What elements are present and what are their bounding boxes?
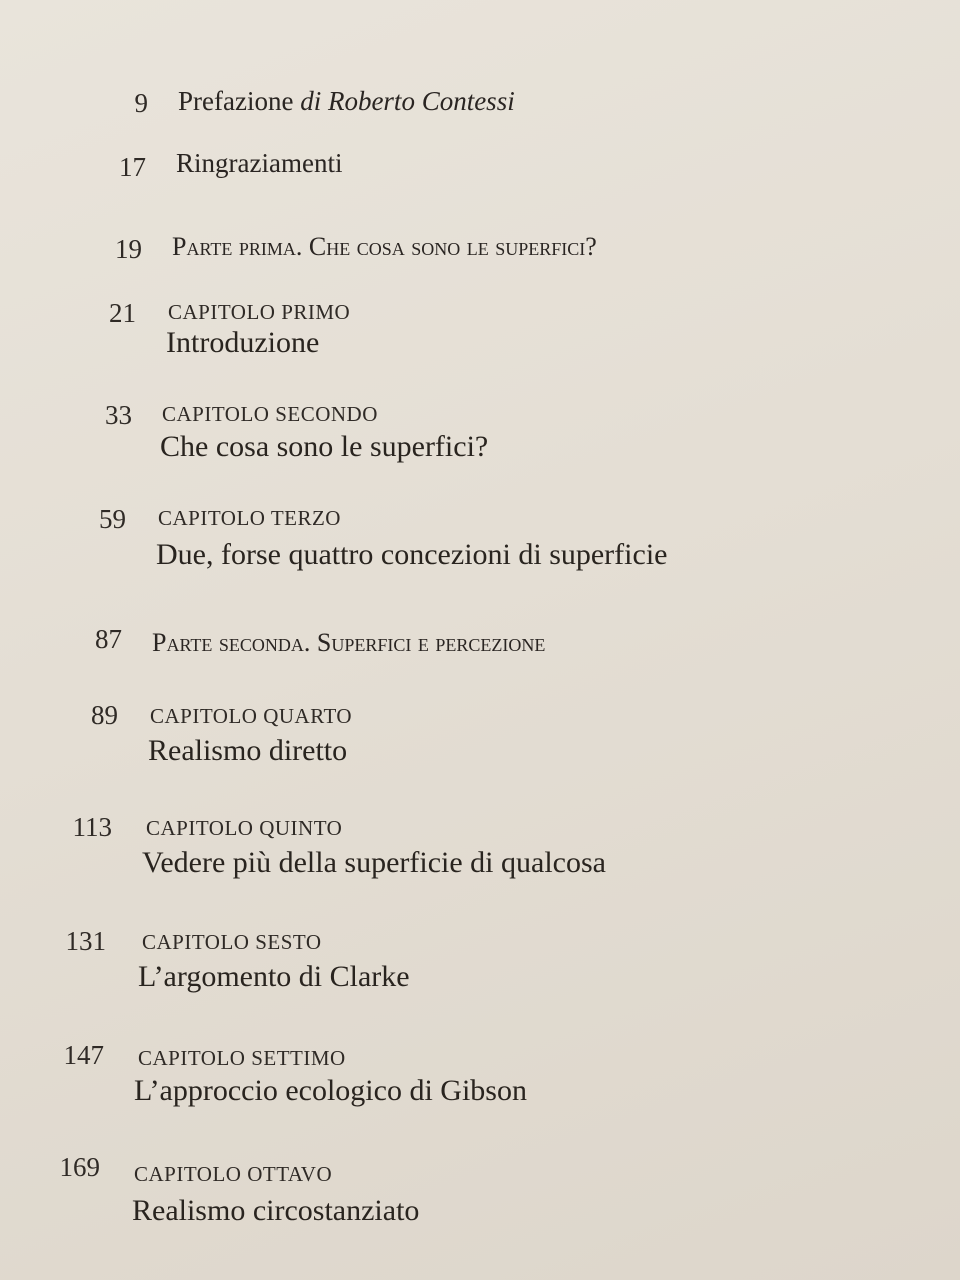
page-number: 131 xyxy=(65,926,106,956)
chapter-label: CAPITOLO SETTIMO xyxy=(138,1046,346,1070)
chapter-title: Realismo circostanziato xyxy=(132,1194,420,1227)
entry-title xyxy=(178,86,515,117)
chapter-label: CAPITOLO SECONDO xyxy=(162,402,378,426)
page-number: 9 xyxy=(134,88,148,118)
chapter-title: Vedere più della superficie di qualcosa xyxy=(142,846,606,879)
chapter-title: L’argomento di Clarke xyxy=(138,960,410,993)
chapter-title: Due, forse quattro concezioni di superficie xyxy=(156,538,668,571)
chapter-title: Introduzione xyxy=(166,326,320,359)
chapter-label: CAPITOLO QUINTO xyxy=(146,816,343,840)
page-number: 147 xyxy=(63,1040,104,1070)
chapter-label: CAPITOLO QUARTO xyxy=(150,704,353,728)
chapter-label: CAPITOLO TERZO xyxy=(158,506,341,530)
entry-title: Ringraziamenti xyxy=(176,148,343,178)
chapter-title: Realismo diretto xyxy=(148,734,348,767)
entry-text: Prefazione xyxy=(178,86,294,116)
entry-connector: di xyxy=(300,86,322,116)
page-number: 89 xyxy=(91,700,118,730)
part-title: Parte seconda. Superfici e percezione xyxy=(152,628,546,657)
chapter-title: Che cosa sono le superfici? xyxy=(160,430,489,463)
page-number: 169 xyxy=(59,1152,100,1182)
page-number: 87 xyxy=(95,624,122,654)
chapter-label: CAPITOLO SESTO xyxy=(142,930,322,954)
page-number: 33 xyxy=(105,400,132,430)
entry-author: Roberto Contessi xyxy=(327,86,515,116)
page-number: 21 xyxy=(109,298,136,328)
page-number: 59 xyxy=(99,504,126,534)
chapter-label: CAPITOLO OTTAVO xyxy=(134,1162,333,1186)
chapter-label: CAPITOLO PRIMO xyxy=(168,300,351,324)
page-number: 17 xyxy=(119,152,146,182)
page-number: 19 xyxy=(115,234,142,264)
chapter-title: L’approccio ecologico di Gibson xyxy=(134,1074,527,1107)
part-title: Parte prima. Che cosa sono le superfici? xyxy=(172,232,597,261)
page-number: 113 xyxy=(72,812,112,842)
